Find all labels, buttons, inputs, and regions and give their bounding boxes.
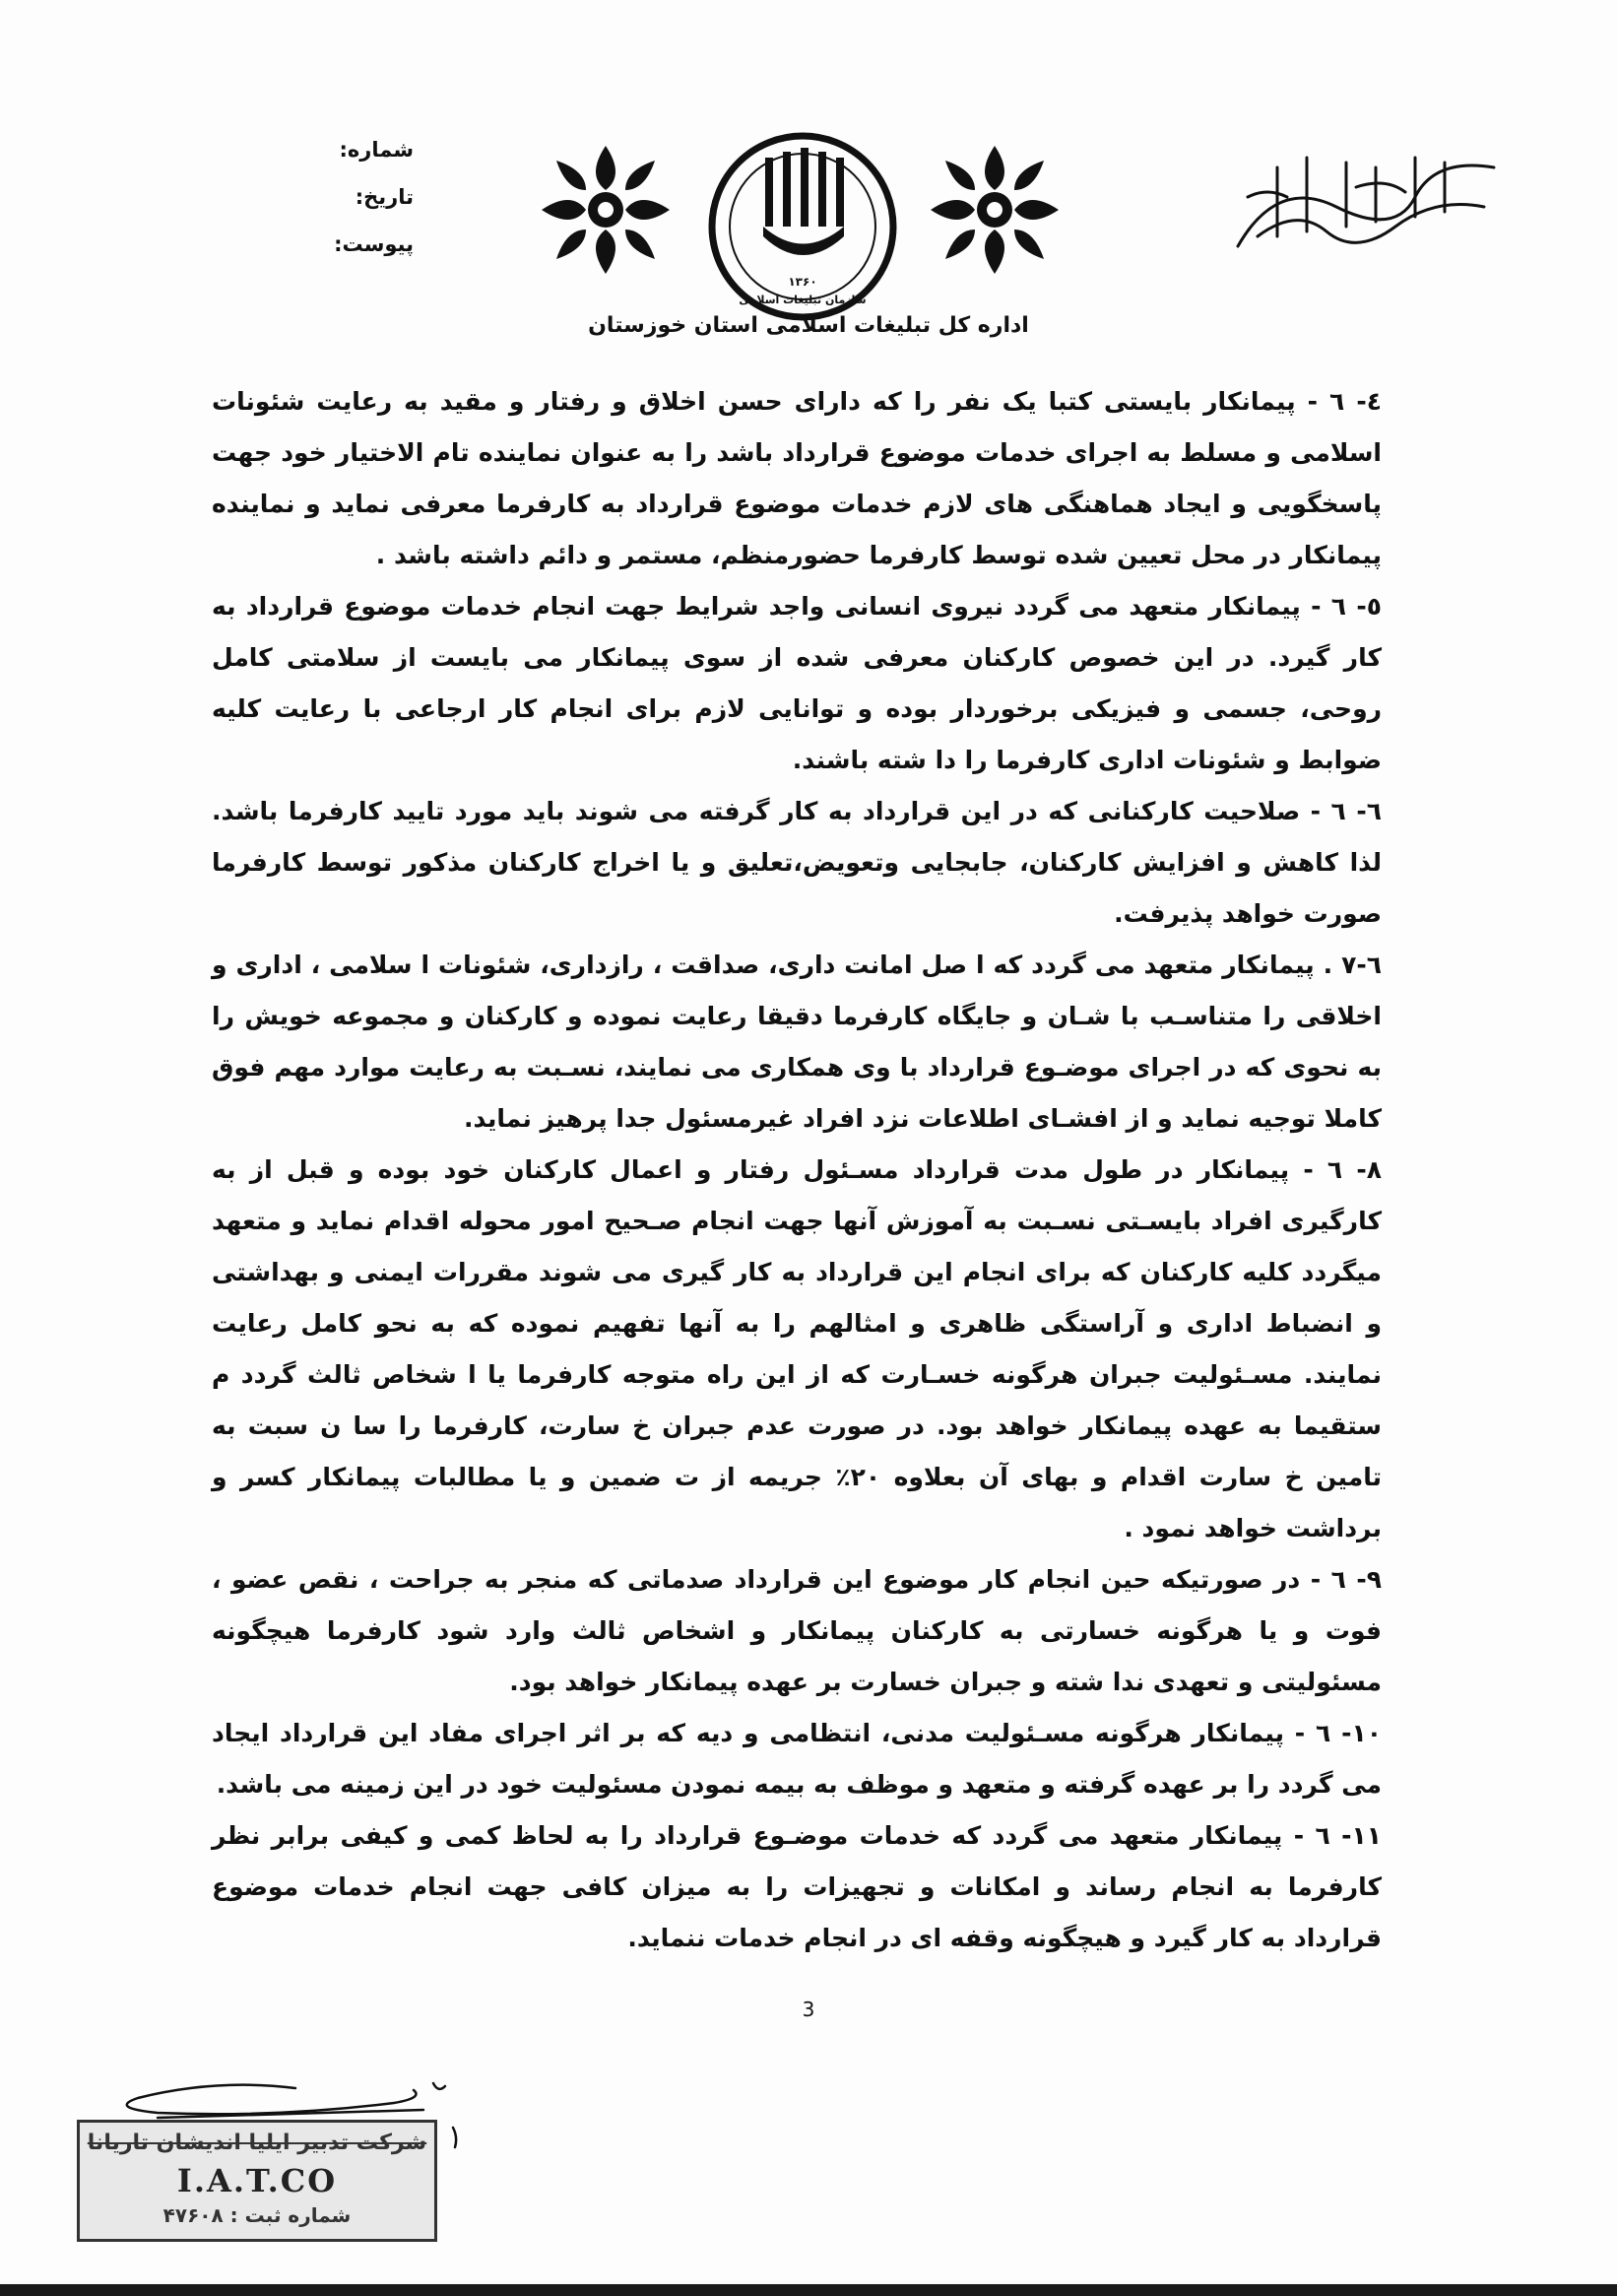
- clause-6-7: ٦-٧ . پیمانکار متعهد می گردد که ا صل امانت داری، صداقت ، رازداری، شئونات ا سلامی ، اداری و اخلاقی را متناسـب با شـان و جایگاه کارفرما دقیقا رعایت نموده و کارکنان و مجموعه خویش را به نحوی که در اجرای موضـوع قرارداد با وی همکاری می نمایند، نسـبت به رعایت موارد مهم فوق کاملا توجیه نماید و از افشـای اطلاعات نزد افراد غیرمسئول جدا پرهیز نماید.: [212, 951, 1382, 1133]
- clause-6-6: ٦- ٦ - صلاحیت کارکنانی که در این قرارداد به کار گرفته می شوند باید مورد تایید کارفرما باشد. لذا کاهش و افزایش کارکنان، جابجایی وتعویض،تعلیق و یا اخراج کارکنان مذکور توسط کارفرما صورت خواهد پذیرفت.: [212, 797, 1382, 928]
- organization-name: اداره کل تبلیغات اسلامی استان خوزستان: [588, 313, 1029, 338]
- clause-6-8: ٨- ٦ - پیمانکار در طول مدت قرارداد مسـئول رفتار و اعمال کارکنان خود بوده و قبل از به کارگیری افراد بایسـتی نسـبت به آموزش آنها جهت انجام صـحیح امور محوله اقدام نماید و متعهد میگردد کلیه کارکنان که برای انجام این قرارداد به کار گیری می شوند مقررات ایمنی و بهداشتی و انضباط اداری و آراستگی ظاهری و امثالهم را به آنها تفهیم نموده که به نحو کامل رعایت نمایند. مسـئولیت جبران هرگونه خسـارت که از این راه متوجه کارفرما یا ا شخاص ثالث گردد م ستقیما به عهده پیمانکار خواهد بود. در صورت عدم جبران خ سارت، کارفرما را سا ن سبت به تامین خ سارت اقدام و بهای آن بعلاوه ٢٠٪ جریمه از ت ضمین و یا مطالبات پیمانکار کسر و برداشت خواهد نمود .: [212, 1155, 1383, 1542]
- emblem-year: ۱۳۶۰: [788, 275, 817, 289]
- company-stamp: [77, 2120, 437, 2242]
- number-label: شماره:: [339, 138, 414, 162]
- emblem-text: سازمان تبلیغات اسلامی: [739, 294, 867, 306]
- clause-6-11: ١١- ٦ - پیمانکار متعهد می گردد که خدمات موضـوع قرارداد را به لحاظ کمی و کیفی برابر نظر کارفرما به انجام رساند و امکانات و تجهیزات را به میزان کافی جهت انجام خدمات موضوع قرارداد به کار گیرد و هیچگونه وقفه ای در انجام خدمات ننماید.: [212, 1821, 1382, 1952]
- stamp-company-code: I.A.T.CO: [176, 2162, 338, 2199]
- stamp-registration-number: شماره ثبت : ۴۷۶۰۸: [162, 2203, 352, 2227]
- clause-6-4: ٤- ٦ - پیمانکار بایستی کتبا یک نفر را که دارای حسن اخلاق و رفتار و مقید به رعایت شئونات اسلامی و مسلط به اجرای خدمات موضوع قرارداد باشد را به عنوان نماینده تام الاختیار خود جهت پاسخگویی و ایجاد هماهنگی های لازم خدمات موضوع قرارداد به کارفرما معرفی نماید و نماینده پیمانکار در محل تعیین شده توسط کارفرما حضورمنظم، مستمر و دائم داشته باشد .: [212, 387, 1382, 569]
- contract-clauses: [212, 376, 1382, 1964]
- clause-6-10: ١٠- ٦ - پیمانکار هرگونه مسـئولیت مدنی، انتظامی و دیه که بر اثر اجرای مفاد این قرارداد ایجاد می گردد را بر عهده گرفته و متعهد و موظف به بیمه نمودن مسئولیت خود در این زمینه می باشد.: [212, 1719, 1382, 1799]
- clause-6-9: ٩- ٦ - در صورتیکه حین انجام کار موضوع این قرارداد صدماتی که منجر به جراحت ، نقص عضو ، فوت و یا هرگونه خسارتی به کارکنان پیمانکار و اشخاص ثالث وارد شود کارفرما هیچگونه مسئولیتی و تعهدی ندا شته و جبران خسارت بر عهده پیمانکار خواهد بود.: [212, 1565, 1382, 1696]
- organization-emblem: [704, 128, 901, 325]
- clause-6-5: ٥- ٦ - پیمانکار متعهد می گردد نیروی انسانی واجد شرایط جهت انجام خدمات موضوع قرارداد به کار گیرد. در این خصوص کارکنان معرفی شده از سوی پیمانکار می بایست از سلامتی کامل روحی، جسمی و فیزیکی برخوردار بوده و توانایی لازم برای انجام کار ارجاعی با رعایت کلیه ضوابط و شئونات اداری کارفرما را دا شته باشند.: [212, 592, 1382, 774]
- letter-meta-fields: [295, 126, 414, 268]
- arabesque-ornament-left: [532, 136, 679, 284]
- date-label: تاریخ:: [355, 185, 414, 209]
- basmala-calligraphy: [1218, 138, 1514, 266]
- attachment-label: پیوست:: [334, 232, 414, 256]
- page-number: 3: [802, 1998, 815, 2021]
- scan-edge-bar: [0, 2284, 1617, 2296]
- stamp-company-name: شرکت تدبیر ایلیا اندیشان تاریانا: [87, 2131, 427, 2155]
- arabesque-ornament-right: [921, 136, 1068, 284]
